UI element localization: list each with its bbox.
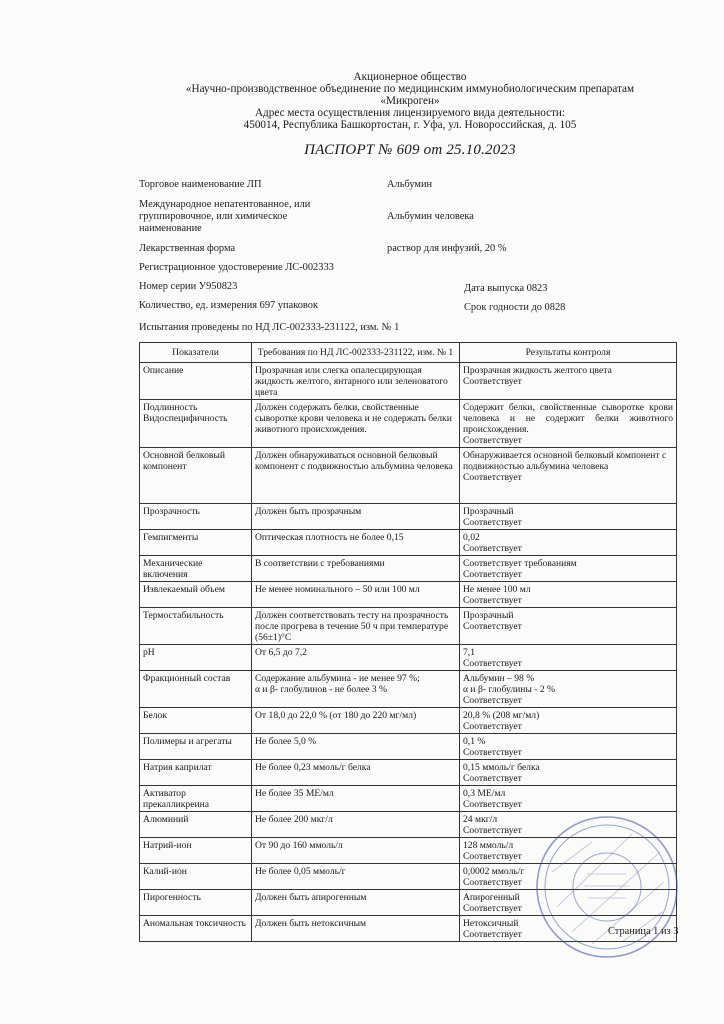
requirement-cell-text: Должен содержать белки, свойственные сыворотке крови человека и не содержать белки животного происхождения. bbox=[255, 402, 452, 435]
table-row bbox=[140, 734, 677, 760]
requirement-cell bbox=[252, 760, 460, 786]
result-cell bbox=[460, 582, 677, 608]
param-cell bbox=[140, 671, 252, 708]
requirement-cell bbox=[252, 734, 460, 760]
requirement-cell bbox=[252, 363, 460, 400]
table-row bbox=[140, 448, 677, 504]
param-cell-text: Калий-ион bbox=[143, 866, 187, 877]
requirement-cell-text: Не более 200 мкг/л bbox=[255, 814, 333, 825]
result-cell-text: Соответствует bbox=[463, 376, 522, 387]
org-type: Акционерное общество bbox=[353, 71, 467, 83]
trade-name-value: Альбумин bbox=[387, 179, 433, 190]
param-cell-text: Термостабильность bbox=[143, 610, 224, 621]
param-cell-text: Полимеры и агрегаты bbox=[143, 736, 232, 747]
result-cell-text: Апирогенный bbox=[463, 892, 520, 903]
table-row bbox=[140, 504, 677, 530]
result-cell-text: 128 ммоль/л bbox=[463, 840, 514, 851]
table-row bbox=[140, 760, 677, 786]
result-cell-text: 0,1 % bbox=[463, 736, 486, 747]
result-cell-text: 0,3 МЕ/мл bbox=[463, 788, 506, 799]
param-cell bbox=[140, 608, 252, 645]
requirement-cell-text: Не более 35 МЕ/мл bbox=[255, 788, 334, 799]
param-cell-text: Натрий-ион bbox=[143, 840, 192, 851]
param-cell bbox=[140, 734, 252, 760]
param-cell-text: Извлекаемый объем bbox=[143, 584, 225, 595]
param-cell-text: Активатор прекалликреина bbox=[143, 788, 209, 810]
result-cell-text: Соответствует bbox=[463, 747, 522, 758]
table-row bbox=[140, 363, 677, 400]
result-cell-text: Не менее 100 мл bbox=[463, 584, 531, 595]
result-cell bbox=[460, 556, 677, 582]
result-cell bbox=[460, 530, 677, 556]
result-cell-text: Соответствует bbox=[463, 721, 522, 732]
result-cell-text: Соответствует требованиям bbox=[463, 558, 577, 569]
result-cell-text: Соответствует bbox=[463, 825, 522, 836]
result-cell-text: 0,02 bbox=[463, 532, 480, 543]
requirement-cell bbox=[252, 890, 460, 916]
result-cell-text: Прозрачный bbox=[463, 610, 514, 621]
requirement-cell-text: В соответствии с требованиями bbox=[255, 558, 385, 569]
address-title: Адрес места осуществления лицензируемого вида деятельности: bbox=[254, 107, 566, 119]
requirement-cell-text: α и β- глобулинов - не более 3 % bbox=[255, 684, 387, 695]
param-cell bbox=[140, 786, 252, 812]
org-brand: «Микроген» bbox=[380, 95, 440, 107]
form-value: раствор для инфузий, 20 % bbox=[387, 243, 507, 254]
requirement-cell-text: Должен быть нетоксичным bbox=[255, 918, 367, 929]
result-cell-text: 0,0002 ммоль/г bbox=[463, 866, 525, 877]
result-cell-text: Нетоксичный bbox=[463, 918, 519, 929]
param-cell bbox=[140, 582, 252, 608]
result-cell bbox=[460, 734, 677, 760]
col-header-results: Результаты контроля bbox=[460, 343, 677, 363]
requirement-cell bbox=[252, 645, 460, 671]
form-label: Лекарственная форма bbox=[139, 243, 236, 254]
param-cell bbox=[140, 864, 252, 890]
result-cell-text: Соответствует bbox=[463, 472, 522, 483]
trade-name-label: Торговое наименование ЛП bbox=[139, 179, 262, 190]
result-cell-text: Соответствует bbox=[463, 569, 522, 580]
requirement-cell-text: Оптическая плотность не более 0,15 bbox=[255, 532, 404, 543]
requirement-cell-text: Не менее номинального – 50 или 100 мл bbox=[255, 584, 420, 595]
result-cell bbox=[460, 400, 677, 448]
requirement-cell-text: Должен быть апирогенным bbox=[255, 892, 367, 903]
result-cell-text: Обнаруживается основной белковый компонент с подвижностью альбумина человека bbox=[463, 450, 667, 472]
result-cell bbox=[460, 760, 677, 786]
requirement-cell bbox=[252, 608, 460, 645]
quantity-label: Количество, ед. измерения 697 упаковок bbox=[139, 300, 319, 311]
series-label: Номер серии У950823 bbox=[139, 281, 238, 292]
result-cell bbox=[460, 708, 677, 734]
param-cell bbox=[140, 812, 252, 838]
requirement-cell bbox=[252, 556, 460, 582]
requirement-cell-text: Не более 0,05 ммоль/г bbox=[255, 866, 346, 877]
requirement-cell bbox=[252, 504, 460, 530]
col-header-requirements: Требования по НД ЛС-002333-231122, изм. № 1 bbox=[252, 343, 460, 363]
result-cell-text: Соответствует bbox=[463, 543, 522, 554]
requirement-cell bbox=[252, 864, 460, 890]
param-cell bbox=[140, 448, 252, 504]
result-cell-text: 0,15 ммоль/г белка bbox=[463, 762, 540, 773]
result-cell-text: Соответствует bbox=[463, 658, 522, 669]
requirement-cell-text: Должен быть прозрачным bbox=[255, 506, 362, 517]
requirement-cell-text: Должен соответствовать тесту на прозрачность после прогрева в течение 50 ч при температуре (56±1)°С bbox=[255, 610, 449, 643]
param-cell bbox=[140, 556, 252, 582]
inn-value: Альбумин человека bbox=[387, 211, 474, 222]
requirement-cell bbox=[252, 582, 460, 608]
result-cell bbox=[460, 645, 677, 671]
page-title: ПАСПОРТ № 609 от 25.10.2023 bbox=[304, 142, 516, 158]
result-cell-text: 24 мкг/л bbox=[463, 814, 498, 825]
col-header-parameter: Показатели bbox=[140, 343, 252, 363]
table-row bbox=[140, 400, 677, 448]
inn-label-2: группировочное, или химическое bbox=[139, 211, 288, 222]
address: 450014, Республика Башкортостан, г. Уфа, ул. Новороссийская, д. 105 bbox=[243, 119, 577, 131]
result-cell-text: α и β- глобулины - 2 % bbox=[463, 684, 556, 695]
result-cell-text: Альбумин – 98 % bbox=[463, 673, 535, 684]
result-cell-text: Соответствует bbox=[463, 517, 522, 528]
table-row bbox=[140, 708, 677, 734]
requirement-cell bbox=[252, 671, 460, 708]
requirement-cell bbox=[252, 400, 460, 448]
result-cell-text: Содержит белки, свойственные сыворотке крови человека и не содержит белки животного происхождения. bbox=[463, 402, 673, 435]
tests-label: Испытания проведены по НД ЛС-002333-231122, изм. № 1 bbox=[139, 322, 400, 333]
requirement-cell-text: От 90 до 160 ммоль/л bbox=[255, 840, 343, 851]
requirement-cell-text: Не более 0,23 ммоль/г белка bbox=[255, 762, 371, 773]
param-cell bbox=[140, 504, 252, 530]
param-cell-text: Описание bbox=[143, 365, 184, 376]
result-cell bbox=[460, 608, 677, 645]
table-row bbox=[140, 786, 677, 812]
requirement-cell-text: От 18,0 до 22,0 % (от 180 до 220 мг/мл) bbox=[255, 710, 417, 721]
result-cell bbox=[460, 504, 677, 530]
param-cell-text: Механические включения bbox=[143, 558, 203, 580]
param-cell-text: Основной белковый компонент bbox=[143, 450, 225, 472]
param-cell-text: Видоспецифичность bbox=[143, 413, 228, 424]
result-cell-text: Соответствует bbox=[463, 929, 522, 940]
table-row bbox=[140, 645, 677, 671]
result-cell-text: Прозрачный bbox=[463, 506, 514, 517]
param-cell-text: Подлинность bbox=[143, 402, 198, 413]
seal-stamp bbox=[532, 812, 682, 962]
result-cell-text: Соответствует bbox=[463, 799, 522, 810]
requirement-cell bbox=[252, 448, 460, 504]
param-cell bbox=[140, 916, 252, 942]
result-cell-text: Соответствует bbox=[463, 903, 522, 914]
param-cell bbox=[140, 400, 252, 448]
result-cell-text: Соответствует bbox=[463, 435, 522, 446]
requirement-cell-text: Прозрачная или слегка опалесцирующая жидкость желтого, янтарного или зеленоватого цвета bbox=[255, 365, 448, 398]
table-row bbox=[140, 582, 677, 608]
param-cell-text: Аномальная токсичность bbox=[143, 918, 246, 929]
result-cell bbox=[460, 671, 677, 708]
param-cell-text: Натрия каприлат bbox=[143, 762, 212, 773]
requirement-cell-text: Не более 5,0 % bbox=[255, 736, 317, 747]
result-cell-text: Соответствует bbox=[463, 851, 522, 862]
table-row bbox=[140, 608, 677, 645]
result-cell-text: Соответствует bbox=[463, 773, 522, 784]
inn-label-1: Международное непатентованное, или bbox=[139, 199, 311, 210]
org-name: «Научно-производственное объединение по медицинским иммунобиологическим препаратам bbox=[185, 83, 635, 95]
table-row bbox=[140, 530, 677, 556]
result-cell bbox=[460, 448, 677, 504]
param-cell-text: Фракционный состав bbox=[143, 673, 231, 684]
result-cell-text: 7,1 bbox=[463, 647, 475, 658]
result-cell-text: Соответствует bbox=[463, 621, 522, 632]
param-cell-text: Пирогенность bbox=[143, 892, 201, 903]
inn-label-3: наименование bbox=[139, 223, 202, 234]
param-cell bbox=[140, 530, 252, 556]
requirement-cell-text: Содержание альбумина - не менее 97 %; bbox=[255, 673, 420, 684]
page-number: Страница 1 из 3 bbox=[608, 926, 679, 937]
registration-label: Регистрационное удостоверение ЛС-002333 bbox=[139, 262, 334, 273]
param-cell bbox=[140, 760, 252, 786]
release-date: Дата выпуска 0823 bbox=[464, 283, 548, 294]
result-cell-text: Соответствует bbox=[463, 877, 522, 888]
result-cell bbox=[460, 786, 677, 812]
param-cell bbox=[140, 645, 252, 671]
param-cell-text: Гемпигменты bbox=[143, 532, 199, 543]
result-cell-text: Соответствует bbox=[463, 695, 522, 706]
table-header-row bbox=[140, 343, 677, 363]
table-row bbox=[140, 556, 677, 582]
param-cell bbox=[140, 363, 252, 400]
result-cell-text: Прозрачная жидкость желтого цвета bbox=[463, 365, 612, 376]
requirement-cell bbox=[252, 812, 460, 838]
requirement-cell bbox=[252, 838, 460, 864]
requirement-cell bbox=[252, 916, 460, 942]
requirement-cell bbox=[252, 708, 460, 734]
result-cell-text: Соответствует bbox=[463, 595, 522, 606]
requirement-cell-text: От 6,5 до 7,2 bbox=[255, 647, 307, 658]
result-cell bbox=[460, 363, 677, 400]
requirement-cell-text: Должен обнаруживаться основной белковый компонент с подвижностью альбумина человека bbox=[255, 450, 453, 472]
requirement-cell bbox=[252, 530, 460, 556]
param-cell bbox=[140, 890, 252, 916]
result-cell-text: 20,8 % (208 мг/мл) bbox=[463, 710, 540, 721]
param-cell-text: pH bbox=[143, 647, 155, 658]
param-cell-text: Прозрачность bbox=[143, 506, 200, 517]
param-cell bbox=[140, 838, 252, 864]
expiry-date: Срок годности до 0828 bbox=[464, 302, 566, 313]
table-row bbox=[140, 671, 677, 708]
requirement-cell bbox=[252, 786, 460, 812]
param-cell bbox=[140, 708, 252, 734]
param-cell-text: Белок bbox=[143, 710, 168, 721]
param-cell-text: Алюминий bbox=[143, 814, 189, 825]
